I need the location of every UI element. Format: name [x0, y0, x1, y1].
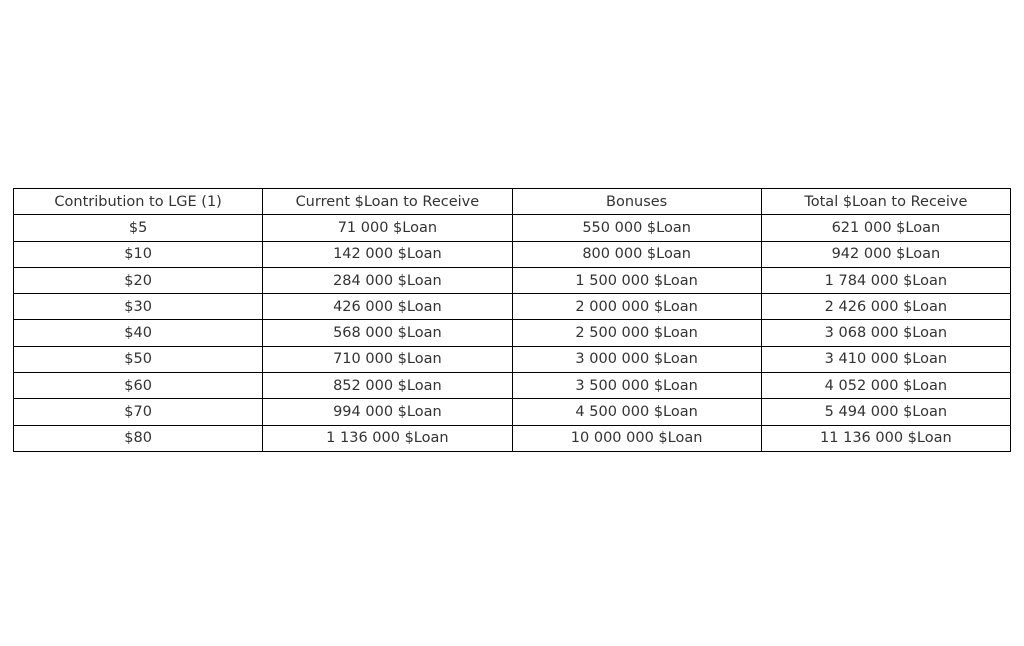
table-row	[14, 346, 1011, 372]
table-row	[14, 425, 1011, 451]
cell-total-loan: 3 068 000 $Loan	[761, 320, 1010, 346]
header-total-loan: Total $Loan to Receive	[761, 189, 1010, 215]
cell-bonuses: 2 000 000 $Loan	[512, 294, 761, 320]
cell-current-loan: 710 000 $Loan	[263, 346, 512, 372]
cell-bonuses: 2 500 000 $Loan	[512, 320, 761, 346]
cell-current-loan: 994 000 $Loan	[263, 399, 512, 425]
cell-contribution: $40	[14, 320, 263, 346]
cell-bonuses: 3 500 000 $Loan	[512, 373, 761, 399]
cell-current-loan: 568 000 $Loan	[263, 320, 512, 346]
cell-bonuses: 4 500 000 $Loan	[512, 399, 761, 425]
cell-bonuses: 1 500 000 $Loan	[512, 267, 761, 293]
table-row	[14, 320, 1011, 346]
table-row	[14, 241, 1011, 267]
table-row	[14, 267, 1011, 293]
cell-total-loan: 621 000 $Loan	[761, 215, 1010, 241]
cell-total-loan: 942 000 $Loan	[761, 241, 1010, 267]
loan-contribution-table	[13, 188, 1011, 452]
cell-bonuses: 550 000 $Loan	[512, 215, 761, 241]
table-row	[14, 215, 1011, 241]
table-row	[14, 399, 1011, 425]
table-header	[14, 189, 1011, 215]
cell-contribution: $5	[14, 215, 263, 241]
cell-total-loan: 2 426 000 $Loan	[761, 294, 1010, 320]
cell-current-loan: 1 136 000 $Loan	[263, 425, 512, 451]
data-table-container	[13, 188, 1011, 452]
cell-current-loan: 426 000 $Loan	[263, 294, 512, 320]
header-row	[14, 189, 1011, 215]
header-contribution: Contribution to LGE (1)	[14, 189, 263, 215]
cell-total-loan: 11 136 000 $Loan	[761, 425, 1010, 451]
cell-contribution: $60	[14, 373, 263, 399]
cell-total-loan: 4 052 000 $Loan	[761, 373, 1010, 399]
cell-contribution: $70	[14, 399, 263, 425]
cell-current-loan: 284 000 $Loan	[263, 267, 512, 293]
cell-current-loan: 71 000 $Loan	[263, 215, 512, 241]
cell-total-loan: 3 410 000 $Loan	[761, 346, 1010, 372]
cell-contribution: $10	[14, 241, 263, 267]
table-body	[14, 215, 1011, 452]
cell-contribution: $20	[14, 267, 263, 293]
cell-bonuses: 10 000 000 $Loan	[512, 425, 761, 451]
table-row	[14, 373, 1011, 399]
cell-total-loan: 5 494 000 $Loan	[761, 399, 1010, 425]
cell-bonuses: 800 000 $Loan	[512, 241, 761, 267]
cell-total-loan: 1 784 000 $Loan	[761, 267, 1010, 293]
cell-current-loan: 142 000 $Loan	[263, 241, 512, 267]
cell-contribution: $30	[14, 294, 263, 320]
table-row	[14, 294, 1011, 320]
cell-bonuses: 3 000 000 $Loan	[512, 346, 761, 372]
cell-contribution: $80	[14, 425, 263, 451]
header-bonuses: Bonuses	[512, 189, 761, 215]
header-current-loan: Current $Loan to Receive	[263, 189, 512, 215]
cell-contribution: $50	[14, 346, 263, 372]
cell-current-loan: 852 000 $Loan	[263, 373, 512, 399]
